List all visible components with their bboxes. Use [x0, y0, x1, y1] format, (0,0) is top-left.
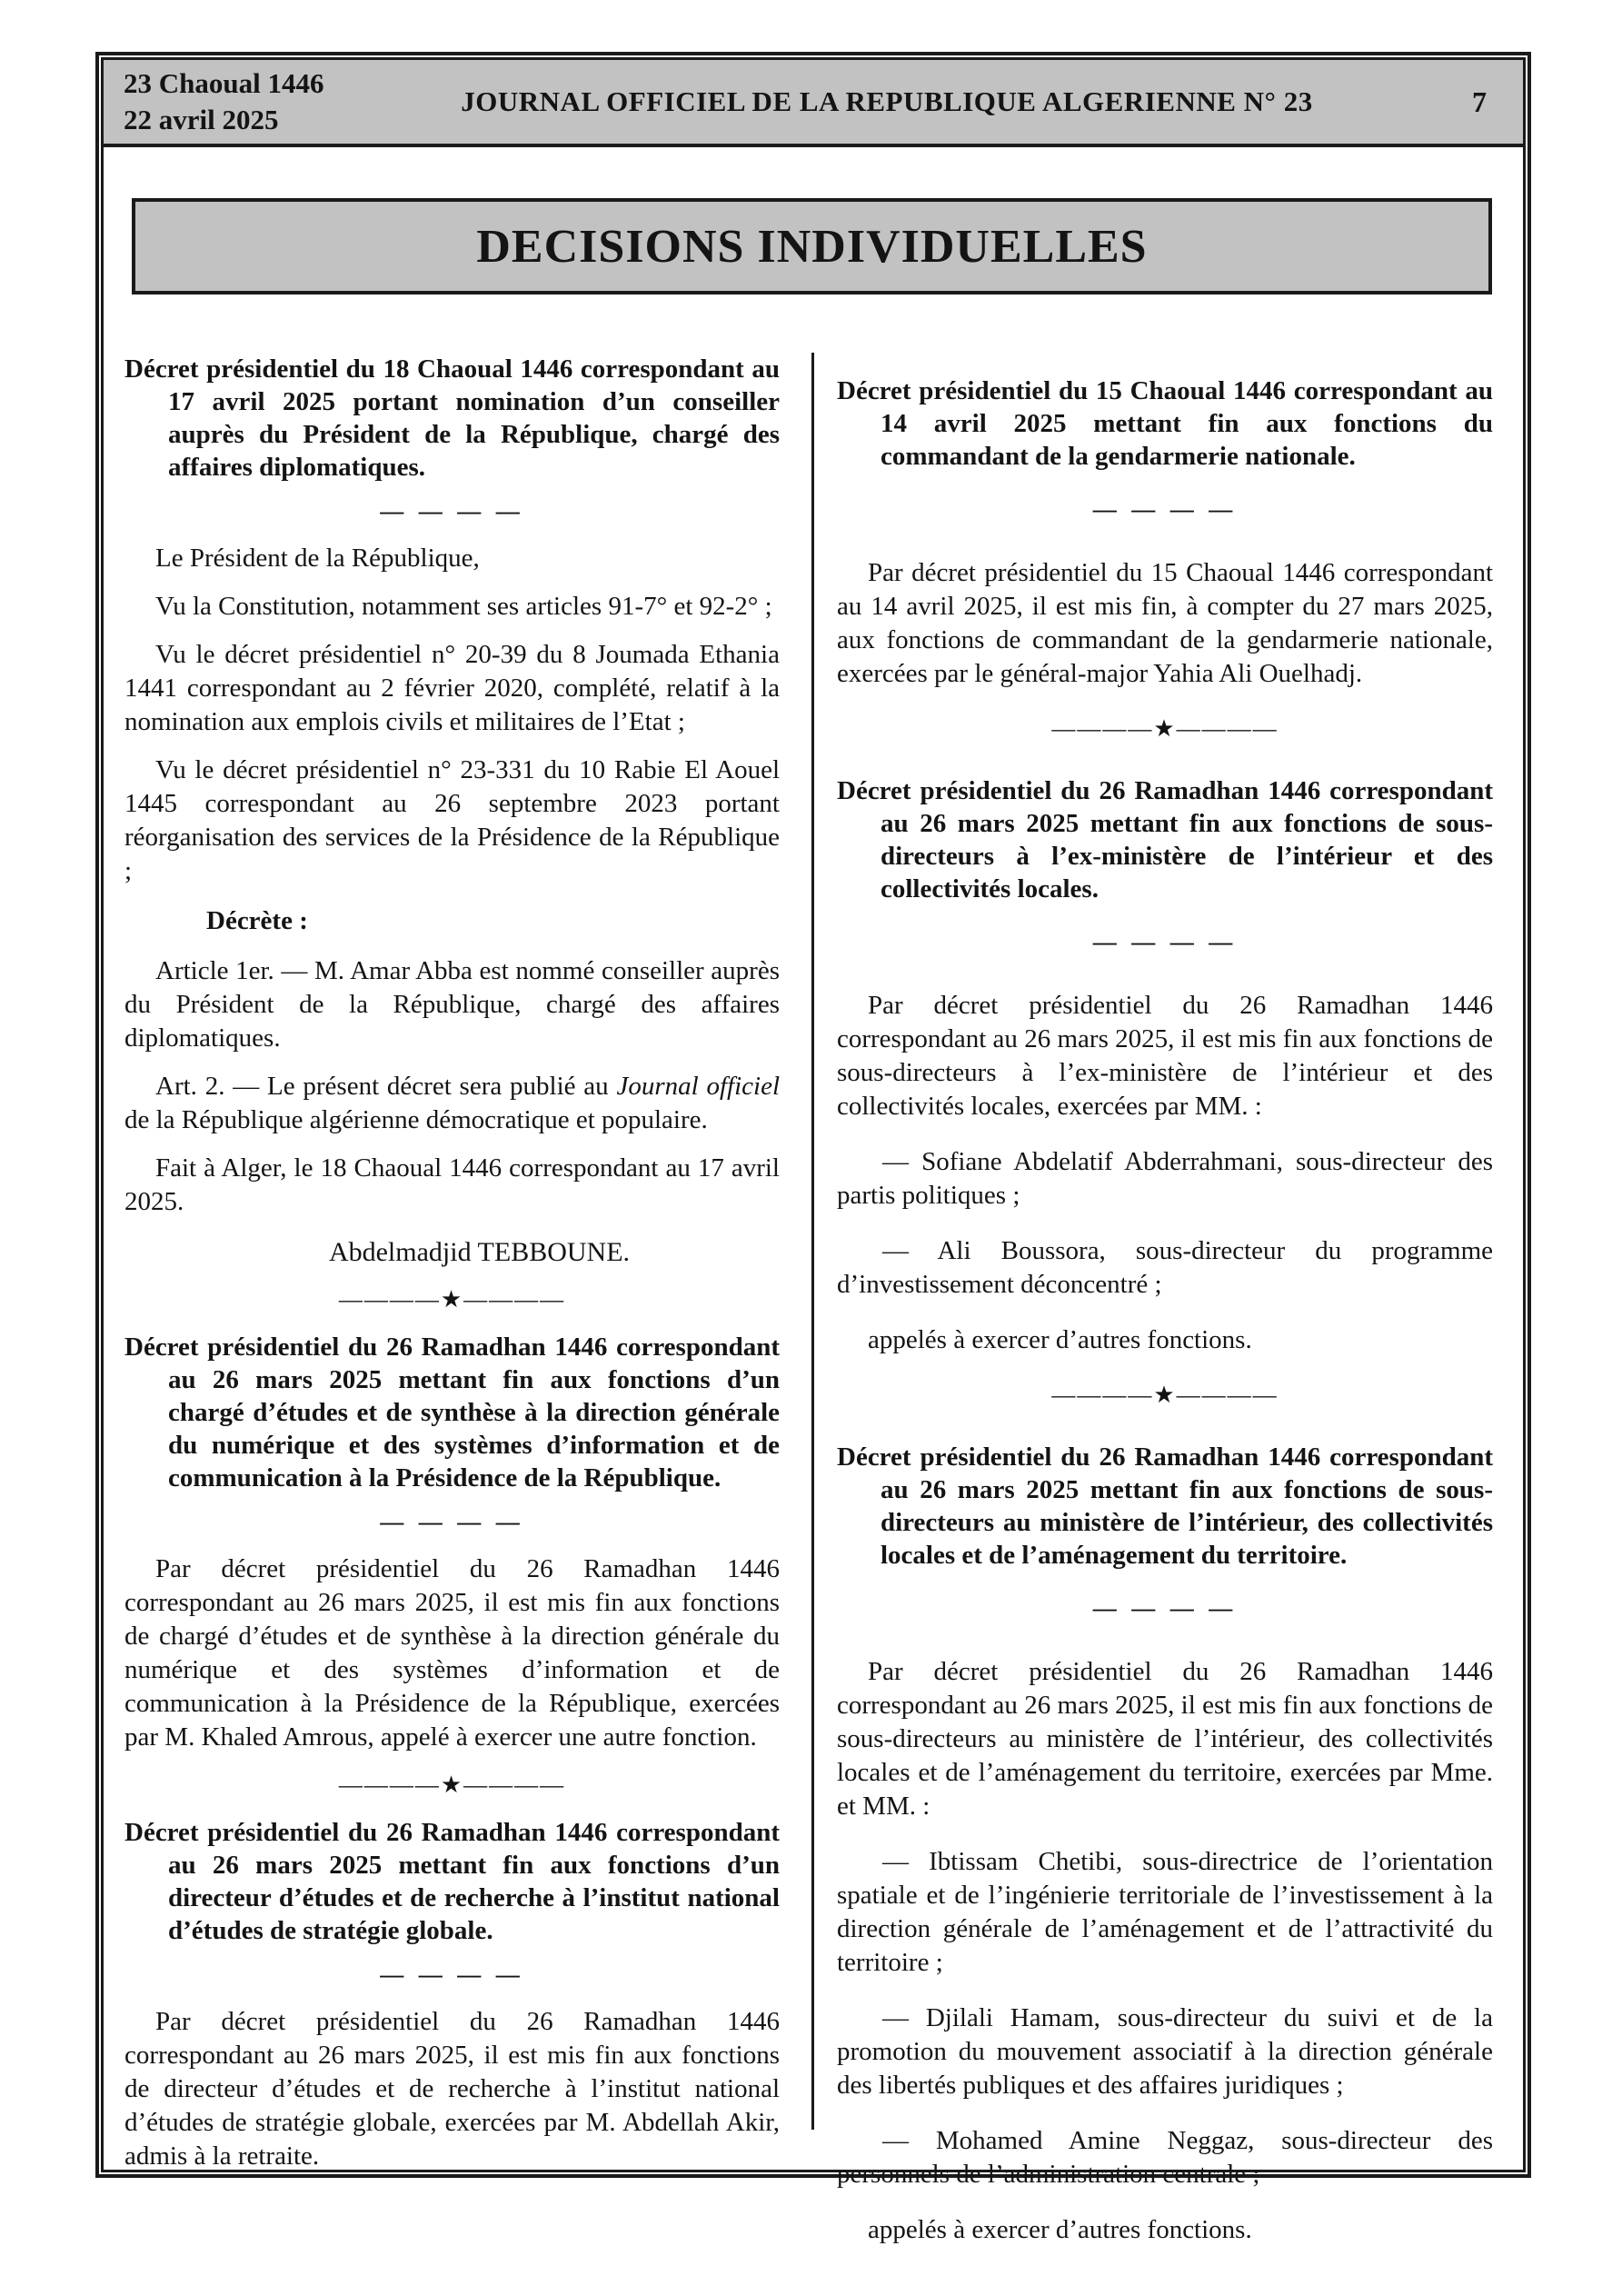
list-item: — Sofiane Abdelatif Abderrahmani, sous-directeur des partis politiques ; — [837, 1147, 1493, 1210]
body-paragraph: Par décret présidentiel du 15 Chaoual 1446 correspondant au 14 avril 2025, il est mis fin, à compter du 27 mars 2025, aux fonctions de commandant de la gendarmerie nationale, exercées par le général-major Yahia Ali Ouelhadj. — [837, 558, 1493, 688]
article-2-text: Art. 2. — Le présent décret sera publié au — [155, 1072, 617, 1101]
body-paragraph: Par décret présidentiel du 26 Ramadhan 1446 correspondant au 26 mars 2025, il est mis fin aux fonctions de sous-directeurs au ministère de l’intérieur, des collectivités locales et de l’aménagement du territoire, exercées par Mme. et MM. : — [837, 1657, 1493, 1821]
body-paragraph: Article 1er. — M. Amar Abba est nommé conseiller auprès du Président de la République, chargé des affaires diplomatiques. — [124, 956, 780, 1053]
journal-title: JOURNAL OFFICIEL DE LA REPUBLIQUE ALGERIENNE N° 23 — [461, 85, 1313, 117]
body-paragraph: Le Président de la République, — [155, 544, 480, 573]
decree-heading: Décret présidentiel du 26 Ramadhan 1446 correspondant au 26 mars 2025 mettant fin aux fonctions de sous-directeurs à l’ex-ministère de l’intérieur et des collectivités locales. — [837, 776, 1493, 903]
body-paragraph: Vu le décret présidentiel n° 23-331 du 10 Rabie El Aouel 1445 correspondant au 26 septembre 2023 portant réorganisation des services de la Présidence de la République ; — [124, 755, 780, 885]
list-item: — Ali Boussora, sous-directeur du programme d’investissement déconcentré ; — [837, 1236, 1493, 1299]
decree-heading: Décret présidentiel du 15 Chaoual 1446 correspondant au 14 avril 2025 mettant fin aux fonctions du commandant de la gendarmerie nationale. — [837, 376, 1493, 471]
body-paragraph: appelés à exercer d’autres fonctions. — [868, 2215, 1252, 2244]
body-paragraph: Par décret présidentiel du 26 Ramadhan 1446 correspondant au 26 mars 2025, il est mis fin aux fonctions de directeur d’études et de recherche à l’institut national d’études de stratégie globale, exercées par M. Abdellah Akir, admis à la retraite. — [124, 2007, 780, 2171]
signature: Abdelmadjid TEBBOUNE. — [328, 1237, 631, 1267]
separator-dash: — — — — — [380, 1962, 524, 1988]
body-paragraph: Fait à Alger, le 18 Chaoual 1446 correspondant au 17 avril 2025. — [124, 1153, 780, 1216]
section-title: DECISIONS INDIVIDUELLES — [476, 220, 1148, 273]
left-column — [124, 353, 781, 2171]
list-item: — Mohamed Amine Neggaz, sous-directeur des personnels de l’administration centrale ; — [837, 2126, 1493, 2189]
body-paragraph: Vu le décret présidentiel n° 20-39 du 8 Joumada Ethania 1441 correspondant au 2 février 2020, complété, relatif à la nomination aux emplois civils et militaires de l’Etat ; — [124, 640, 780, 736]
issue-dates — [104, 65, 396, 138]
separator-star: ————★———— — [1051, 715, 1279, 742]
body-paragraph: Par décret présidentiel du 26 Ramadhan 1446 correspondant au 26 mars 2025, il est mis fin aux fonctions de chargé d’études et de synthèse à la direction générale du numérique et des systèmes d’information et de communication à la Présidence de la République, exercées par M. Khaled Amrous, appelé à exercer une autre fonction. — [124, 1554, 780, 1752]
separator-star: ————★———— — [338, 1772, 566, 1798]
page-number: 7 — [1472, 85, 1487, 118]
page-frame — [95, 52, 1531, 2244]
separator-dash: — — — — — [380, 498, 524, 524]
separator-star: ————★———— — [1051, 1382, 1279, 1408]
hijri-date: 23 Chaoual 1446 — [124, 67, 324, 99]
right-column — [837, 353, 1493, 2244]
separator-dash: — — — — — [380, 1509, 524, 1535]
page-frame-inner — [101, 57, 1526, 2244]
body-paragraph — [124, 1070, 780, 1137]
body-paragraph: Par décret présidentiel du 26 Ramadhan 1446 correspondant au 26 mars 2025, il est mis fin aux fonctions de sous-directeurs à l’ex-ministère de l’intérieur et des collectivités locales, exercées par MM. : — [837, 991, 1493, 1121]
body-paragraph: appelés à exercer d’autres fonctions. — [868, 1325, 1252, 1354]
decree-heading: Décret présidentiel du 26 Ramadhan 1446 correspondant au 26 mars 2025 mettant fin aux fonctions d’un directeur d’études et de recherche à l’institut national d’études de stratégie globale. — [124, 1818, 780, 1945]
separator-dash: — — — — — [1092, 1595, 1238, 1622]
list-item: — Djilali Hamam, sous-directeur du suivi et de la promotion du mouvement associatif à la direction générale des libertés publiques et des affaires juridiques ; — [837, 2003, 1493, 2100]
section-banner — [132, 198, 1492, 294]
decree-heading: Décret présidentiel du 26 Ramadhan 1446 correspondant au 26 mars 2025 mettant fin aux fonctions d’un chargé d’études et de synthèse à la direction générale du numérique et des systèmes d’information et de communication à la Présidence de la République. — [124, 1333, 780, 1492]
column-divider — [811, 353, 814, 2130]
decree-heading: Décret présidentiel du 18 Chaoual 1446 correspondant au 17 avril 2025 portant nomination d’un conseiller auprès du Président de la République, chargé des affaires diplomatiques. — [124, 354, 780, 482]
separator-dash: — — — — — [1092, 496, 1238, 523]
content-columns — [124, 353, 1493, 2244]
separator-star: ————★———— — [338, 1286, 566, 1313]
decree-heading: Décret présidentiel du 26 Ramadhan 1446 correspondant au 26 mars 2025 mettant fin aux fonctions de sous-directeurs au ministère de l’intérieur, des collectivités locales et de l’aménagement du territoire. — [837, 1442, 1493, 1570]
article-2-text-end: de la République algérienne démocratique et populaire. — [124, 1105, 708, 1134]
journal-officiel-italic: Journal officiel — [616, 1072, 781, 1101]
separator-dash: — — — — — [1092, 929, 1238, 955]
body-paragraph: Vu la Constitution, notamment ses articles 91-7° et 92-2° ; — [155, 592, 772, 621]
gregorian-date: 22 avril 2025 — [124, 104, 279, 135]
decrete-label: Décrète : — [206, 906, 308, 935]
header-band — [104, 60, 1523, 147]
list-item: — Ibtissam Chetibi, sous-directrice de l’orientation spatiale et de l’ingénierie territoriale de l’investissement à la direction générale de l’aménagement et de l’attractivité du territoire ; — [837, 1847, 1493, 1977]
